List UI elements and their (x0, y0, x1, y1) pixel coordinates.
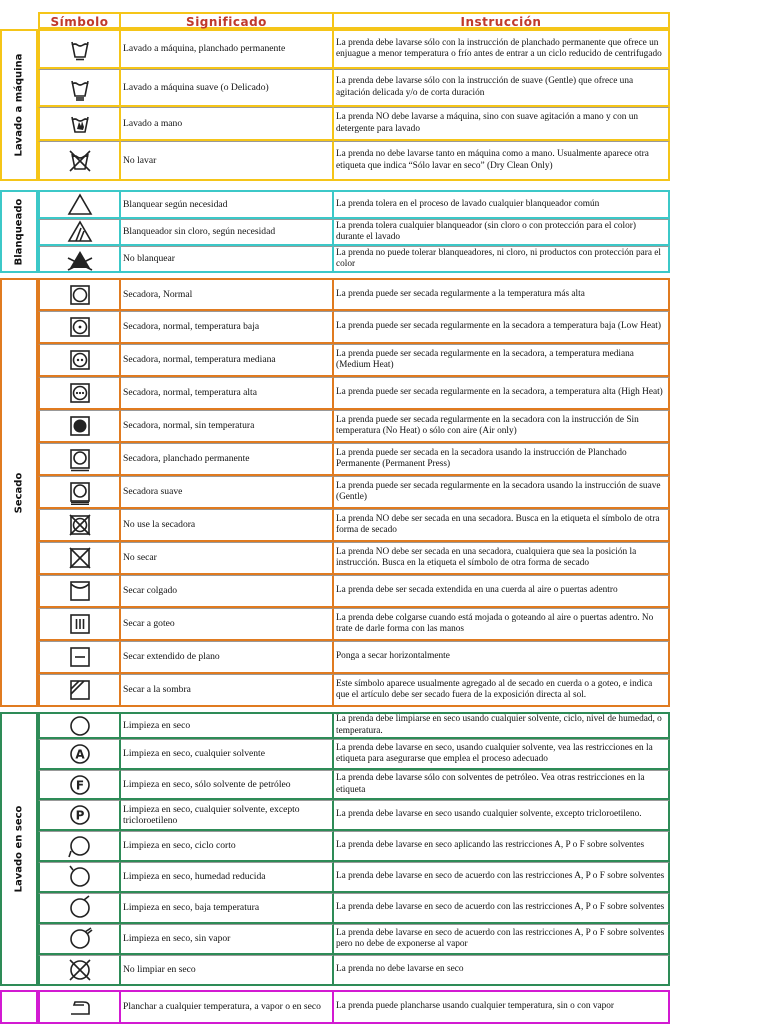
meaning-cell: Limpieza en seco, ciclo corto (121, 831, 334, 862)
table-row (0, 739, 670, 770)
instruction-cell: La prenda puede ser secada regularmente en la secadora usando la instrucción de suave (Gentle) (334, 476, 670, 509)
table-row (0, 770, 670, 800)
instruction-cell: La prenda debe lavarse sólo con la instrucción de suave (Gentle) que ofrece una agitación delicada y/o de corta duración (334, 69, 670, 107)
meaning-cell: Limpieza en seco, baja temperatura (121, 893, 334, 924)
table-row (0, 190, 670, 219)
table-row (0, 831, 670, 862)
table-row (0, 800, 670, 831)
meaning-cell: Secar a goteo (121, 608, 334, 641)
header-symbol: Símbolo (38, 12, 121, 29)
section-label-text: Lavado en seco (13, 805, 25, 893)
table-row (0, 990, 670, 1024)
instruction-cell: La prenda puede ser secada regularmente a la temperatura más alta (334, 278, 670, 311)
meaning-cell: Secadora, normal, temperatura mediana (121, 344, 334, 377)
meaning-cell: Secadora, normal, temperatura alta (121, 377, 334, 410)
symbol-letter: A (74, 747, 85, 762)
header-meaning: Significado (121, 12, 334, 29)
instruction-cell: La prenda debe lavarse sólo con la instrucción de planchado permanente que ofrece un enjuague a menor temperatura o frío antes de entrar a un ciclo reducido de centrifugado (334, 29, 670, 69)
tub-do-not-wash-icon (38, 141, 121, 181)
instruction-cell: La prenda puede plancharse usando cualquier temperatura, sin o con vapor (334, 990, 670, 1024)
meaning-cell: Secadora, normal, temperatura baja (121, 311, 334, 344)
instruction-cell: La prenda puede ser secada regularmente en la secadora, a temperatura alta (High Heat) (334, 377, 670, 410)
meaning-cell: Blanqueador sin cloro, según necesidad (121, 219, 334, 246)
iron-any-temp-icon (38, 990, 121, 1024)
instruction-cell: La prenda no debe lavarse en seco (334, 955, 670, 986)
table-row (0, 712, 670, 739)
instruction-cell: La prenda tolera en el proceso de lavado cualquier blanqueador común (334, 190, 670, 219)
instruction-cell: La prenda debe lavarse en seco de acuerdo con las restricciones A, P o F sobre solventes (334, 862, 670, 893)
table-row (0, 955, 670, 986)
meaning-cell: Limpieza en seco, cualquier solvente (121, 739, 334, 770)
meaning-cell: Secadora, normal, sin temperatura (121, 410, 334, 443)
meaning-cell: Secar extendido de plano (121, 641, 334, 674)
table-row (0, 246, 670, 273)
dry-in-shade-icon (38, 674, 121, 707)
do-not-dry-icon (38, 542, 121, 575)
instruction-cell: La prenda NO debe ser secada en una secadora, cualquiera que sea la posición la instrucción. Busca en la etiqueta el símbolo de otra forma de secado (334, 542, 670, 575)
meaning-cell: No secar (121, 542, 334, 575)
instruction-cell: La prenda debe lavarse en seco aplicando las restricciones A, P o F sobre solventes (334, 831, 670, 862)
instruction-cell: La prenda no puede tolerar blanqueadores, ni cloro, ni productos con protección para el color (334, 246, 670, 273)
meaning-cell: No blanquear (121, 246, 334, 273)
table-row (0, 542, 670, 575)
instruction-cell: Este símbolo aparece usualmente agregado al de secado en cuerda o a goteo, e indica que el artículo debe ser secado fuera de la exposición directa al sol. (334, 674, 670, 707)
table-row (0, 219, 670, 246)
meaning-cell: Secadora, Normal (121, 278, 334, 311)
meaning-cell: Limpieza en seco, humedad reducida (121, 862, 334, 893)
section-dryclean (0, 712, 670, 986)
table-row (0, 924, 670, 955)
dry-clean-p-icon (38, 800, 121, 831)
dry-clean-a-icon (38, 739, 121, 770)
triangle-icon (38, 190, 121, 219)
meaning-cell: Lavado a máquina, planchado permanente (121, 29, 334, 69)
section-dry (0, 278, 670, 707)
instruction-cell: La prenda debe colgarse cuando está mojada o goteando al aire o puertas adentro. No trate de darle forma con las manos (334, 608, 670, 641)
table-row (0, 862, 670, 893)
meaning-cell: Limpieza en seco, sólo solvente de petróleo (121, 770, 334, 800)
symbol-letter: F (75, 778, 84, 792)
table-row (0, 69, 670, 107)
meaning-cell: Limpieza en seco, cualquier solvente, excepto tricloroetileno (121, 800, 334, 831)
instruction-cell: La prenda puede ser secada regularmente en la secadora a temperatura baja (Low Heat) (334, 311, 670, 344)
triangle-striped-icon (38, 219, 121, 246)
instruction-cell: La prenda debe lavarse en seco de acuerdo con las restricciones A, P o F sobre solventes pero no debe de exponerse al vapor (334, 924, 670, 955)
table-row (0, 575, 670, 608)
meaning-cell: Limpieza en seco, sin vapor (121, 924, 334, 955)
instruction-cell: La prenda no debe lavarse tanto en máquina como a mano. Usualmente aparece otra etiqueta que indica “Sólo lavar en seco” (Dry Clean Only) (334, 141, 670, 181)
dry-clean-icon (38, 712, 121, 739)
tub-hand-wash-icon (38, 107, 121, 141)
drip-dry-icon (38, 608, 121, 641)
instruction-cell: La prenda puede ser secada en la secadora usando la instrucción de Planchado Permanente (Permanent Press) (334, 443, 670, 476)
section-label-text: Lavado a máquina (13, 53, 25, 157)
meaning-cell: Secar a la sombra (121, 674, 334, 707)
tumble-dry-medium-icon (38, 344, 121, 377)
symbol-letter: P (75, 808, 84, 823)
instruction-cell: Ponga a secar horizontalmente (334, 641, 670, 674)
meaning-cell: No lavar (121, 141, 334, 181)
table-row (0, 674, 670, 707)
instruction-cell: La prenda debe lavarse en seco usando cualquier solvente, excepto tricloroetileno. (334, 800, 670, 831)
dry-clean-low-heat-icon (38, 893, 121, 924)
dry-clean-no-steam-icon (38, 924, 121, 955)
instruction-cell: La prenda debe lavarse en seco de acuerdo con las restricciones A, P o F sobre solventes (334, 893, 670, 924)
meaning-cell: Secadora suave (121, 476, 334, 509)
table-row (0, 410, 670, 443)
table-row (0, 311, 670, 344)
table-row (0, 641, 670, 674)
tub-gentle-icon (38, 69, 121, 107)
instruction-cell: La prenda puede ser secada regularmente en la secadora, a temperatura mediana (Medium Heat) (334, 344, 670, 377)
tub-permanent-press-icon (38, 29, 121, 69)
table-row (0, 107, 670, 141)
do-not-tumble-dry-icon (38, 509, 121, 542)
section-bleach (0, 190, 670, 273)
tumble-dry-low-icon (38, 311, 121, 344)
instruction-cell: La prenda puede ser secada regularmente en la secadora con la instrucción de Sin temperatura (No Heat) o sólo con aire (Air only) (334, 410, 670, 443)
dry-clean-short-cycle-icon (38, 831, 121, 862)
meaning-cell: Lavado a mano (121, 107, 334, 141)
table-row (0, 377, 670, 410)
meaning-cell: Secadora, planchado permanente (121, 443, 334, 476)
dry-clean-f-icon (38, 770, 121, 800)
instruction-cell: La prenda debe limpiarse en seco usando cualquier solvente, ciclo, nivel de humedad, o temperatura. (334, 712, 670, 739)
table-row (0, 278, 670, 311)
table-row (0, 29, 670, 69)
instruction-cell: La prenda debe ser secada extendida en una cuerda al aire o puertas adentro (334, 575, 670, 608)
line-dry-icon (38, 575, 121, 608)
meaning-cell: Planchar a cualquier temperatura, a vapor o en seco (121, 990, 334, 1024)
meaning-cell: Lavado a máquina suave (o Delicado) (121, 69, 334, 107)
table-row (0, 443, 670, 476)
instruction-cell: La prenda debe lavarse sólo con solventes de petróleo. Vea otras restricciones en la etiqueta (334, 770, 670, 800)
dry-clean-low-moisture-icon (38, 862, 121, 893)
meaning-cell: Secar colgado (121, 575, 334, 608)
instruction-cell: La prenda debe lavarse en seco, usando cualquier solvente, vea las restricciones en la etiqueta para asegurarse que emplea el proceso adecuado (334, 739, 670, 770)
instruction-cell: La prenda NO debe ser secada en una secadora. Busca en la etiqueta el símbolo de otra forma de secado (334, 509, 670, 542)
table-row (0, 893, 670, 924)
meaning-cell: Blanquear según necesidad (121, 190, 334, 219)
table-row (0, 344, 670, 377)
dry-flat-icon (38, 641, 121, 674)
header-instruction: Instrucción (334, 12, 670, 29)
section-label-text: Blanqueado (13, 198, 25, 265)
tumble-dry-high-icon (38, 377, 121, 410)
table-row (0, 509, 670, 542)
table-row (0, 608, 670, 641)
tumble-dry-permanent-press-icon (38, 443, 121, 476)
tumble-dry-gentle-icon (38, 476, 121, 509)
table-row (0, 476, 670, 509)
section-wash (0, 29, 670, 181)
triangle-crossed-icon (38, 246, 121, 273)
table-row (0, 141, 670, 181)
meaning-cell: No use la secadora (121, 509, 334, 542)
instruction-cell: La prenda NO debe lavarse a máquina, sino con suave agitación a mano y con un detergente para lavado (334, 107, 670, 141)
do-not-dry-clean-icon (38, 955, 121, 986)
tumble-dry-normal-icon (38, 278, 121, 311)
section-label-text: Secado (13, 472, 25, 513)
tumble-dry-no-heat-icon (38, 410, 121, 443)
instruction-cell: La prenda tolera cualquier blanqueador (sin cloro o con protección para el color) durante el lavado (334, 219, 670, 246)
section-iron (0, 990, 670, 1024)
meaning-cell: Limpieza en seco (121, 712, 334, 739)
meaning-cell: No limpiar en seco (121, 955, 334, 986)
